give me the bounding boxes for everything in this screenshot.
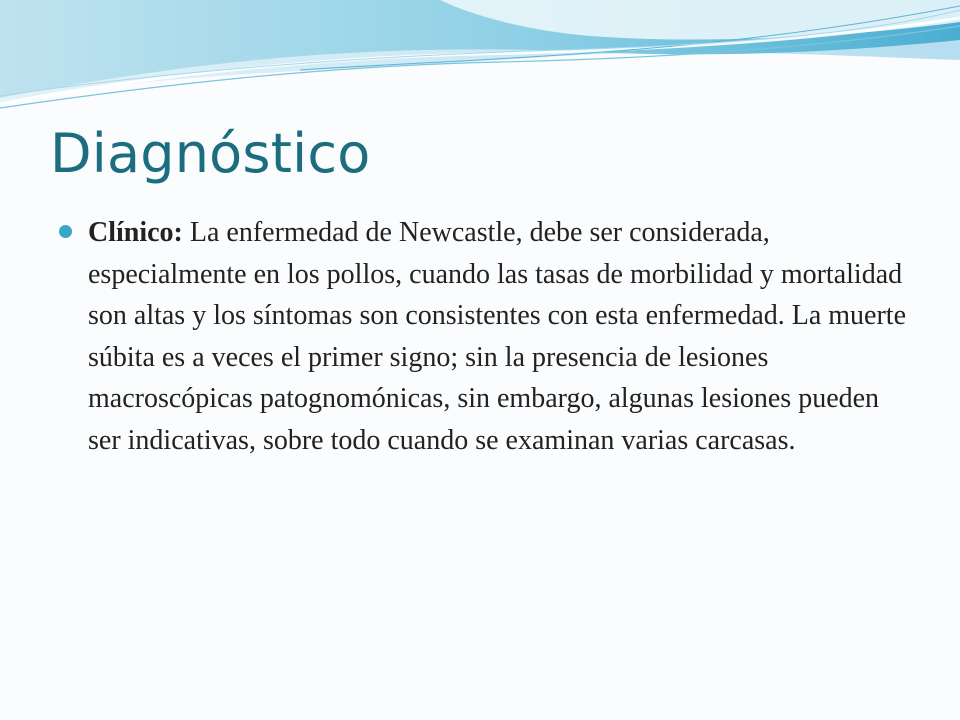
slide-title: Diagnóstico <box>50 122 371 185</box>
bullet-lead-text: Clínico: <box>88 217 183 248</box>
bullet-body-text: La enfermedad de Newcastle, debe ser considerada, especialmente en los pollos, cuando las tasas de morbilidad y mortalidad son altas y los síntomas son consistentes con esta enfermedad. La muerte súbita es a veces el primer signo; sin la presencia de lesiones macroscópicas patognomónicas, sin embargo, algunas lesiones pueden ser indicativas, sobre todo cuando se examinan varias carcasas. <box>88 217 907 456</box>
bullet-list <box>58 212 908 461</box>
bullet-item <box>58 212 908 461</box>
bullet-dot-icon <box>59 225 72 238</box>
decorative-wave-header <box>0 0 960 110</box>
